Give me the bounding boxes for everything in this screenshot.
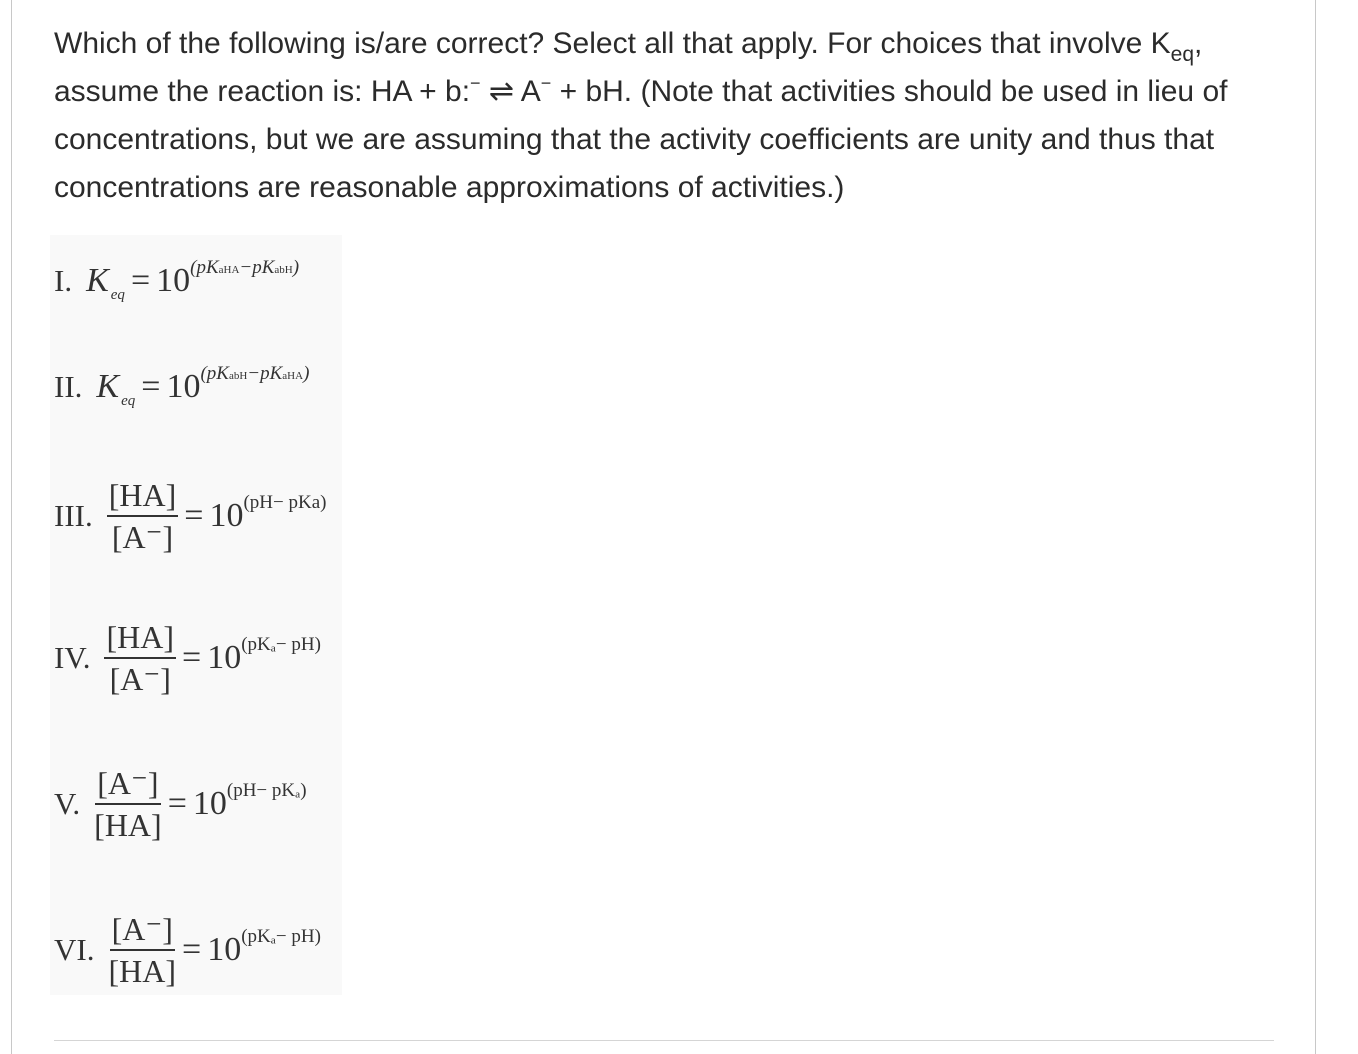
choice-numeral: III. — [54, 498, 93, 533]
choices-image-panel — [50, 235, 342, 995]
choice-ii[interactable] — [54, 363, 310, 409]
right-border — [1315, 0, 1316, 1054]
choice-i[interactable] — [54, 257, 300, 303]
keq-symbol: K — [1150, 27, 1171, 60]
choice-ii-equation: K eq = 10 (pKabH−pKaHA) — [96, 363, 310, 409]
keq-subscript: eq — [1170, 43, 1195, 66]
choice-v[interactable] — [54, 764, 307, 844]
choice-v-equation: $\frac{[A^-]}{[HA]}$ = 10 (pH− pKₐ) — [94, 765, 307, 843]
choice-iii[interactable] — [54, 476, 326, 556]
choice-iv[interactable] — [54, 618, 321, 698]
choice-numeral: IV. — [54, 640, 91, 675]
choice-vi-equation: $\frac{[A^-]}{[HA]}$ = 10 (pKₐ− pH) — [108, 911, 321, 989]
choice-numeral: V. — [54, 786, 81, 821]
choice-iii-equation: $\frac{[HA]}{[A^-]}$ = 10 (pH− pKa) — [108, 477, 327, 555]
equilibrium-arrow: ⇌ A — [480, 75, 541, 108]
choice-i-equation: K eq = 10 (pKaHA−pKabH) — [86, 257, 300, 303]
choice-numeral: VI. — [54, 932, 95, 967]
bottom-divider — [54, 1040, 1274, 1041]
choice-vi[interactable] — [54, 910, 321, 990]
left-border — [11, 0, 12, 1054]
question-text: Which of the following is/are correct? Select all that apply. For choices that involve $K_{eq}$, assume the reaction is: HA + b:− ⇌ A− + bH. (Note that activities should be used in lieu of concentrations, but we are assuming that the activity coefficients are unity and thus that concentrations are reasonable approximations of activities.) — [54, 27, 1228, 204]
choice-iv-equation: $\frac{[HA]}{[A^-]}$ = 10 (pKₐ− pH) — [106, 619, 321, 697]
choice-numeral: I. — [54, 263, 73, 298]
choice-numeral: II. — [54, 369, 83, 404]
